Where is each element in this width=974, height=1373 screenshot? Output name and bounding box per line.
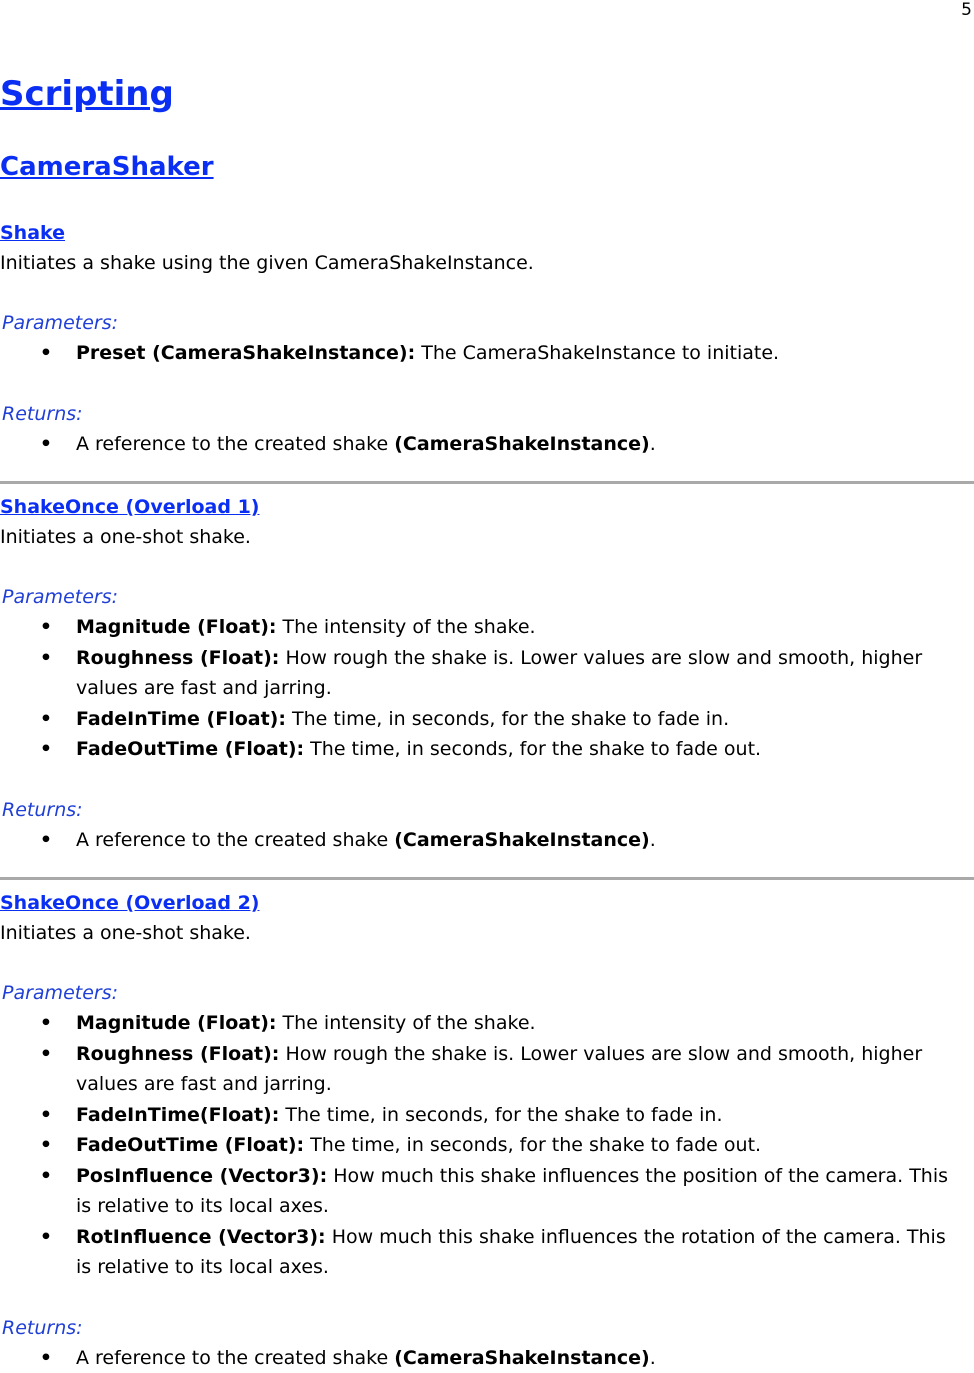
returns-end: . (650, 829, 656, 851)
returns-end: . (650, 1347, 656, 1369)
bullet-icon: • (36, 825, 56, 856)
page-title[interactable]: Scripting (0, 72, 174, 116)
param-name: Roughness (Float): (76, 647, 279, 669)
list-item (0, 1039, 974, 1100)
list-item (0, 825, 974, 856)
param-text: The intensity of the shake. (277, 616, 536, 638)
param-name: RotInfluence (Vector3): (76, 1226, 326, 1248)
bullet-icon: • (36, 1161, 56, 1192)
param-text: The time, in seconds, for the shake to fade out. (304, 1134, 761, 1156)
param-text: The time, in seconds, for the shake to fade out. (304, 738, 761, 760)
bullet-icon: • (36, 1130, 56, 1161)
bullet-icon: • (36, 1039, 56, 1070)
param-name: Magnitude (Float): (76, 1012, 277, 1034)
returns-type: (CameraShakeInstance) (394, 829, 650, 851)
list-item (0, 643, 974, 704)
param-name: FadeInTime(Float): (76, 1104, 279, 1126)
parameter-list (0, 338, 974, 369)
returns-label: Returns: (0, 399, 974, 429)
bullet-icon: • (36, 612, 56, 643)
list-item (0, 704, 974, 735)
page-number: 5 (961, 0, 972, 20)
method-shake (0, 218, 974, 459)
method-title[interactable]: ShakeOnce (Overload 1) (0, 492, 974, 522)
param-text: How rough the shake is. Lower values are slow and smooth, higher values are fast and jarring. (76, 647, 922, 700)
param-text: How rough the shake is. Lower values are slow and smooth, higher values are fast and jarring. (76, 1043, 922, 1096)
returns-text: A reference to the created shake (76, 829, 394, 851)
returns-text: A reference to the created shake (76, 1347, 394, 1369)
returns-label: Returns: (0, 1313, 974, 1343)
class-title[interactable]: CameraShaker (0, 150, 214, 184)
bullet-icon: • (36, 1343, 56, 1373)
parameters-label: Parameters: (0, 308, 974, 338)
param-text: How much this shake influences the rotation of the camera. This is relative to its local axes. (76, 1226, 946, 1279)
param-text: The CameraShakeInstance to initiate. (415, 342, 779, 364)
returns-type: (CameraShakeInstance) (394, 433, 650, 455)
list-item (0, 1161, 974, 1222)
list-item (0, 1130, 974, 1161)
list-item (0, 734, 974, 765)
param-name: Preset (CameraShakeInstance): (76, 342, 415, 364)
returns-text: A reference to the created shake (76, 433, 394, 455)
returns-label: Returns: (0, 795, 974, 825)
method-title[interactable]: Shake (0, 218, 974, 248)
method-title[interactable]: ShakeOnce (Overload 2) (0, 888, 974, 918)
section-divider (0, 481, 974, 484)
returns-end: . (650, 433, 656, 455)
list-item (0, 1100, 974, 1131)
bullet-icon: • (36, 643, 56, 674)
list-item (0, 1008, 974, 1039)
bullet-icon: • (36, 338, 56, 369)
param-name: Roughness (Float): (76, 1043, 279, 1065)
parameter-list (0, 612, 974, 765)
param-name: PosInfluence (Vector3): (76, 1165, 327, 1187)
param-name: FadeOutTime (Float): (76, 1134, 304, 1156)
param-name: FadeOutTime (Float): (76, 738, 304, 760)
bullet-icon: • (36, 734, 56, 765)
returns-list (0, 429, 974, 460)
bullet-icon: • (36, 1008, 56, 1039)
list-item (0, 338, 974, 369)
method-shakeonce-overload-2 (0, 888, 974, 1373)
method-description: Initiates a one-shot shake. (0, 522, 974, 552)
param-name: Magnitude (Float): (76, 616, 277, 638)
returns-list (0, 825, 974, 856)
bullet-icon: • (36, 1222, 56, 1253)
method-description: Initiates a shake using the given CameraShakeInstance. (0, 248, 974, 278)
returns-list (0, 1343, 974, 1373)
param-text: How much this shake influences the position of the camera. This is relative to its local axes. (76, 1165, 948, 1218)
list-item (0, 1222, 974, 1283)
param-name: FadeInTime (Float): (76, 708, 286, 730)
section-divider (0, 877, 974, 880)
param-text: The time, in seconds, for the shake to fade in. (279, 1104, 722, 1126)
list-item (0, 429, 974, 460)
parameter-list (0, 1008, 974, 1283)
bullet-icon: • (36, 429, 56, 460)
bullet-icon: • (36, 704, 56, 735)
method-shakeonce-overload-1 (0, 492, 974, 855)
param-text: The time, in seconds, for the shake to fade in. (286, 708, 729, 730)
list-item (0, 1343, 974, 1373)
method-description: Initiates a one-shot shake. (0, 918, 974, 948)
bullet-icon: • (36, 1100, 56, 1131)
param-text: The intensity of the shake. (277, 1012, 536, 1034)
list-item (0, 612, 974, 643)
parameters-label: Parameters: (0, 978, 974, 1008)
parameters-label: Parameters: (0, 582, 974, 612)
returns-type: (CameraShakeInstance) (394, 1347, 650, 1369)
